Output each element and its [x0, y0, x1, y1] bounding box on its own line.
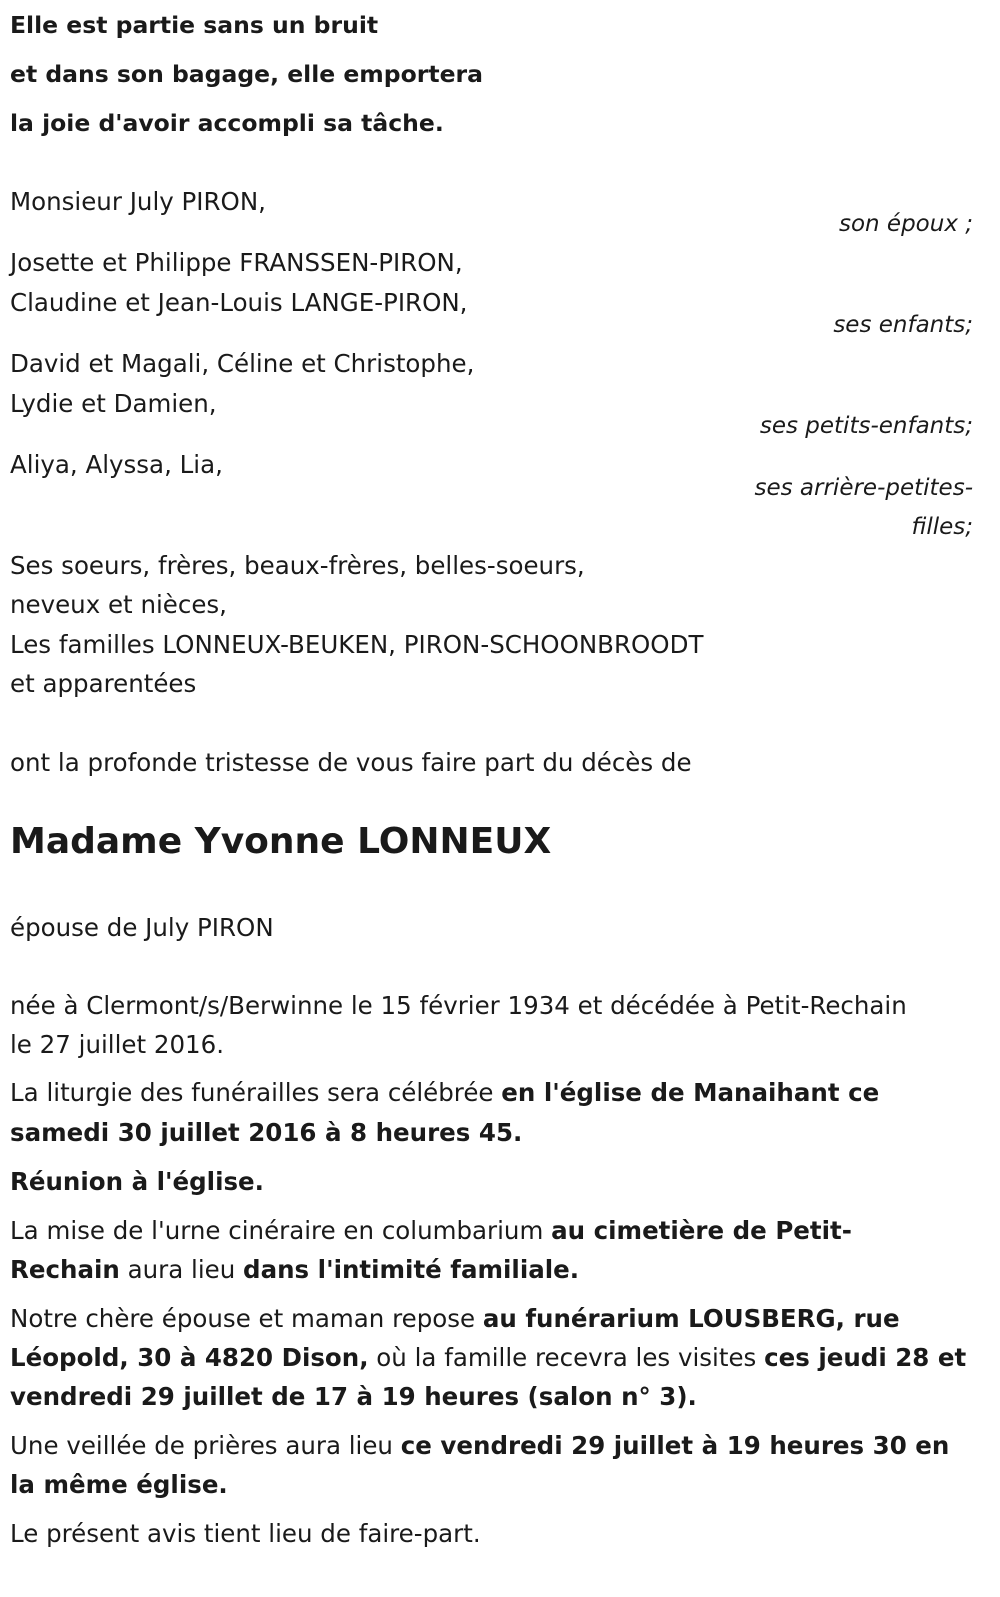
spouse-name: Monsieur July PIRON,: [10, 187, 266, 216]
poem-line-1: Elle est partie sans un bruit: [10, 11, 379, 39]
urn-text-cont: aura lieu: [119, 1255, 244, 1284]
funeral-text: La liturgie des funérailles sera célébrée: [10, 1078, 502, 1107]
others-line-2: neveux et nièces,: [10, 590, 227, 619]
rest-place: au funérarium LOUSBERG, rue: [482, 1304, 900, 1333]
funeral-line-2: samedi 30 juillet 2016 à 8 heures 45.: [10, 1118, 523, 1147]
urn-intimacy: dans l'intimité familiale.: [243, 1255, 580, 1284]
poem-line-2: et dans son bagage, elle emportera: [10, 60, 483, 88]
deceased-name: Madame Yvonne LONNEUX: [10, 821, 552, 862]
grandchildren-line-2: Lydie et Damien,: [10, 389, 217, 418]
rest-address: Léopold, 30 à 4820 Dison,: [10, 1343, 369, 1372]
vigil-line-2: la même église.: [10, 1470, 228, 1499]
rest-text-cont: où la famille recevra les visites: [368, 1343, 765, 1372]
rest-text: Notre chère épouse et maman repose: [10, 1304, 483, 1333]
birth-death-line-1: née à Clermont/s/Berwinne le 15 février 1934 et décédée à Petit-Rechain: [10, 991, 907, 1020]
poem-line-3: la joie d'avoir accompli sa tâche.: [10, 109, 444, 137]
funeral-line-1: [10, 1078, 879, 1108]
urn-line-1: [10, 1216, 852, 1246]
rest-line-2: [10, 1343, 966, 1373]
children-line-1: Josette et Philippe FRANSSEN-PIRON,: [10, 248, 463, 277]
urn-place-cont: Rechain: [10, 1255, 120, 1284]
birth-death-line-2: le 27 juillet 2016.: [10, 1030, 224, 1059]
rest-visit-days: ces jeudi 28 et: [764, 1343, 967, 1372]
funeral-place: en l'église de Manaihant ce: [501, 1078, 880, 1107]
vigil-line-1: [10, 1431, 949, 1461]
urn-text: La mise de l'urne cinéraire en columbarium: [10, 1216, 552, 1245]
spouse-relation: son époux ;: [838, 211, 973, 237]
spouse-of-text: épouse de July PIRON: [10, 913, 274, 942]
rest-line-3: vendredi 29 juillet de 17 à 19 heures (salon n° 3).: [10, 1382, 697, 1411]
grandchildren-relation: ses petits-enfants;: [759, 413, 973, 439]
others-line-3: Les familles LONNEUX-BEUKEN, PIRON-SCHOONBROODT: [10, 630, 704, 659]
others-line-1: Ses soeurs, frères, beaux-frères, belles-soeurs,: [10, 551, 585, 580]
great-grandchildren-relation-1: ses arrière-petites-: [754, 475, 973, 501]
reunion-text: Réunion à l'église.: [10, 1167, 264, 1196]
rest-line-1: [10, 1304, 900, 1334]
children-relation: ses enfants;: [833, 312, 973, 338]
vigil-text: Une veillée de prières aura lieu: [10, 1431, 401, 1460]
urn-line-2: [10, 1255, 579, 1285]
closing-text: Le présent avis tient lieu de faire-part.: [10, 1519, 481, 1548]
others-line-4: et apparentées: [10, 669, 197, 698]
urn-place: au cimetière de Petit-: [551, 1216, 852, 1245]
great-grandchildren-names: Aliya, Alyssa, Lia,: [10, 450, 223, 479]
announcement-text: ont la profonde tristesse de vous faire part du décès de: [10, 748, 692, 777]
great-grandchildren-relation-2: filles;: [911, 514, 973, 540]
grandchildren-line-1: David et Magali, Céline et Christophe,: [10, 349, 475, 378]
vigil-time: ce vendredi 29 juillet à 19 heures 30 en: [400, 1431, 950, 1460]
children-line-2: Claudine et Jean-Louis LANGE-PIRON,: [10, 288, 468, 317]
